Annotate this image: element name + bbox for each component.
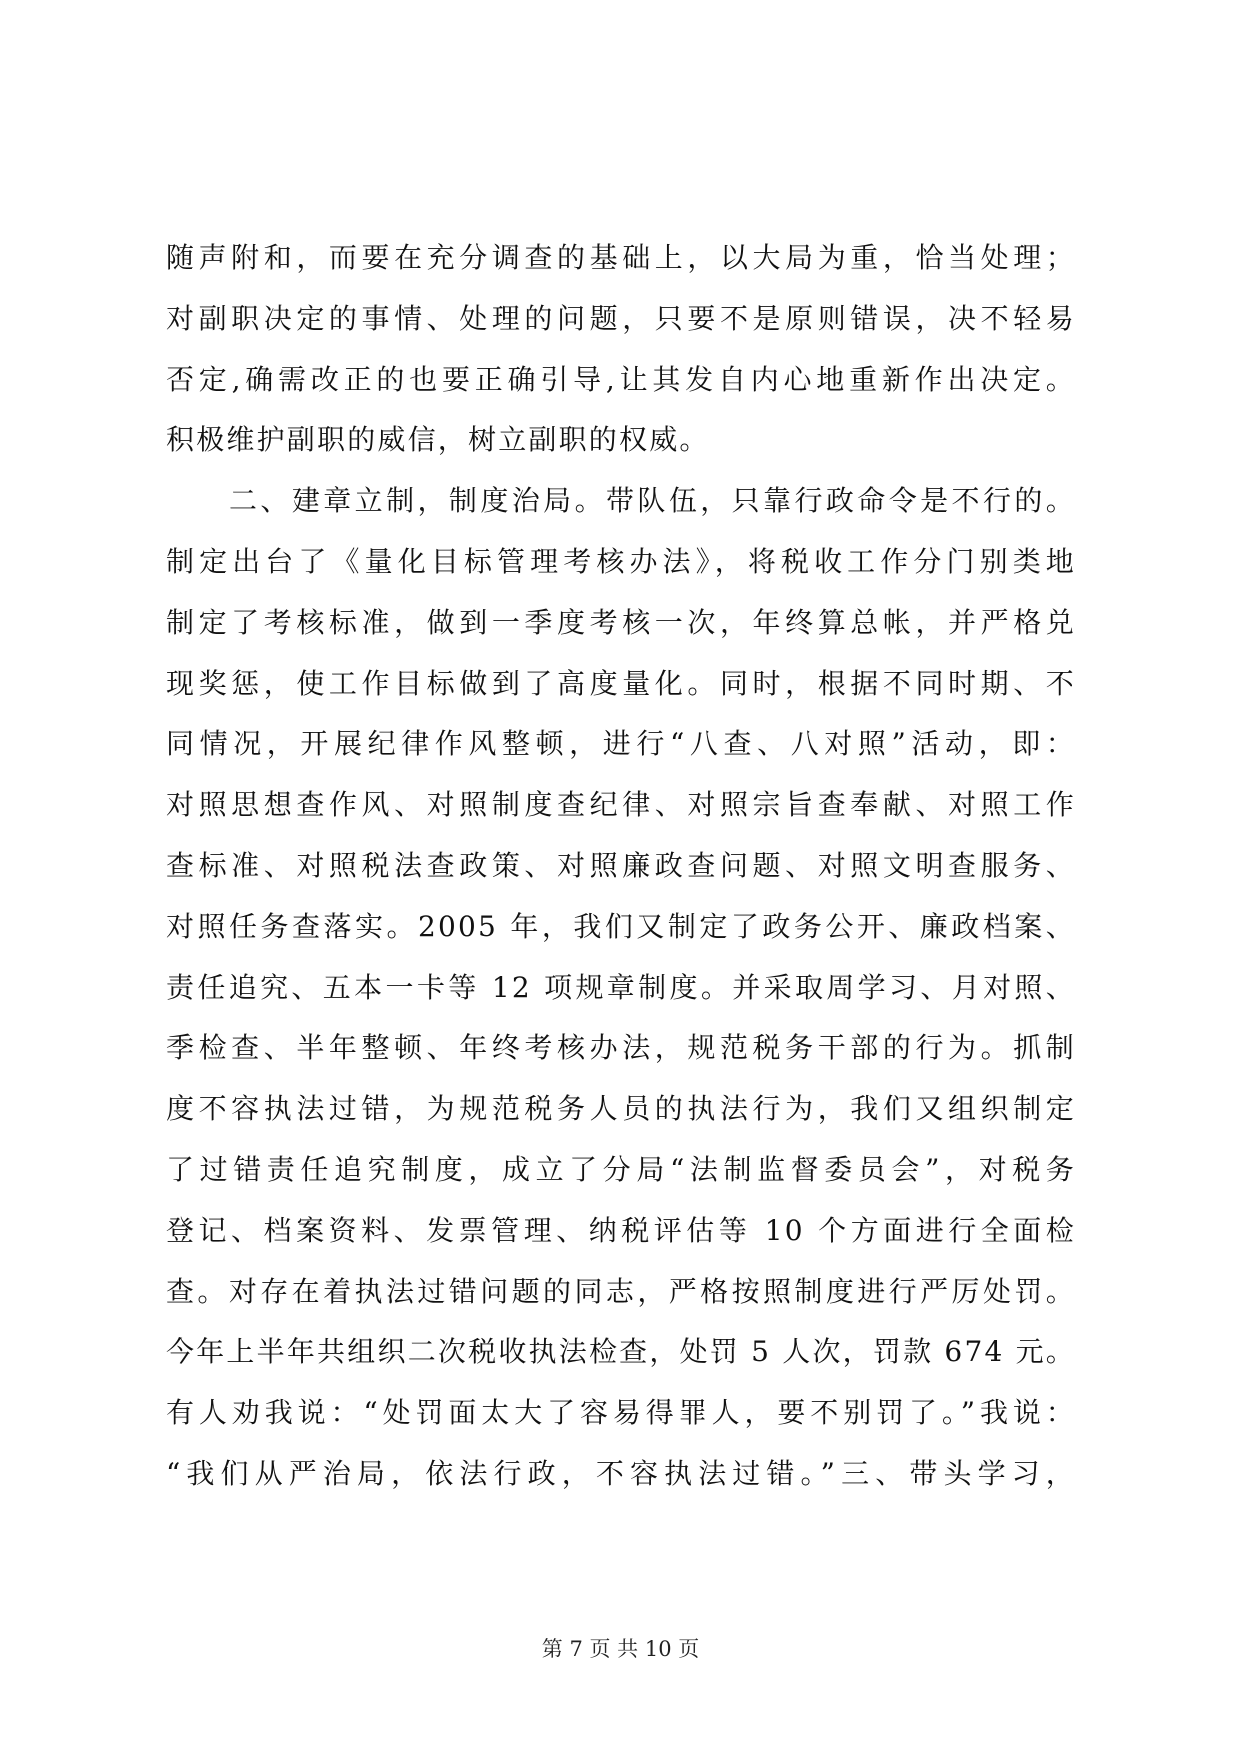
- text-line: 制定出台了《量化目标管理考核办法》，将税收工作分门别类地: [166, 544, 1076, 578]
- text-line: 随声附和，而要在充分调查的基础上，以大局为重，恰当处理；: [166, 241, 1076, 274]
- text-line: 现奖惩，使工作目标做到了高度量化。同时，根据不同时期、不: [166, 666, 1076, 700]
- text-line: 了过错责任追究制度，成立了分局“法制监督委员会”，对税务: [166, 1152, 1076, 1186]
- text-line: 对照任务查落实。2005 年，我们又制定了政务公开、廉政档案、: [166, 909, 1076, 943]
- text-line: 季检查、半年整顿、年终考核办法，规范税务干部的行为。抓制: [166, 1031, 1076, 1065]
- text-line: 有人劝我说：“处罚面太大了容易得罪人，要不别罚了。”我说：: [166, 1396, 1076, 1430]
- text-line: 积极维护副职的威信，树立副职的权威。: [166, 423, 710, 457]
- text-line: “我们从严治局，依法行政，不容执法过错。”三、带头学习，: [166, 1456, 1076, 1490]
- text-line: 查。对存在着执法过错问题的同志，严格按照制度进行严厉处罚。: [166, 1274, 1076, 1308]
- text-line: 制定了考核标准，做到一季度考核一次，年终算总帐，并严格兑: [166, 605, 1076, 639]
- text-line: 度不容执法过错，为规范税务人员的执法行为，我们又组织制定: [166, 1092, 1076, 1126]
- text-line: 对副职决定的事情、处理的问题，只要不是原则错误，决不轻易: [166, 301, 1076, 335]
- text-line: 查标准、对照税法查政策、对照廉政查问题、对照文明查服务、: [166, 848, 1076, 882]
- text-line: 今年上半年共组织二次税收执法检查，处罚 5 人次，罚款 674 元。: [166, 1335, 1076, 1369]
- page-number-footer: 第 7 页 共 10 页: [541, 1637, 700, 1661]
- body-text: [166, 228, 1076, 1505]
- text-line: 登记、档案资料、发票管理、纳税评估等 10 个方面进行全面检: [166, 1213, 1076, 1247]
- paragraph-start-line: 二、建章立制，制度治局。带队伍，只靠行政命令是不行的。: [229, 484, 1076, 518]
- text-line: 责任追究、五本一卡等 12 项规章制度。并采取周学习、月对照、: [166, 970, 1076, 1004]
- text-line: 同情况，开展纪律作风整顿，进行“八查、八对照”活动，即：: [166, 727, 1076, 761]
- text-line: 对照思想查作风、对照制度查纪律、对照宗旨查奉献、对照工作: [166, 788, 1076, 822]
- text-line: 否定,确需改正的也要正确引导,让其发自内心地重新作出决定。: [166, 362, 1076, 396]
